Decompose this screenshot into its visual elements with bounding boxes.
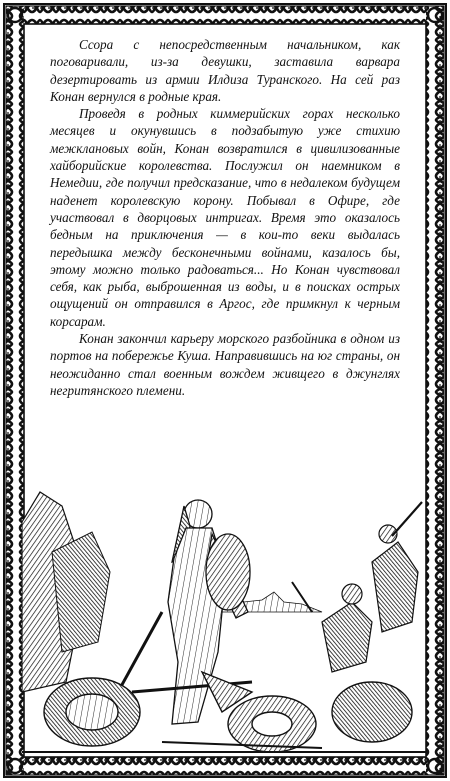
paragraph-2: Проведя в родных киммерийских горах несколько месяцев и окунувшись в подзабытую уже стихию межклановых войн, Конан возвратился в цивилизованные хайборийские королевства. Послужил он наемником в Немедии, где получил предсказание, что в недалеком будущем наденет королевскую корону. Побывал в Офире, где участвовал в дворцовых интригах. Время это оказалось бедным на приключения — в кои-то веки выдалась передышка между бесконечными войнами, казалось бы, этому можно только радоваться... Но Конан чувствовал себя, как рыба, выброшенная из воды, и в поисках острых ощущений он отправился в Аргос, где примкнул к черным корсарам.	[50, 106, 400, 329]
foreground-debris	[22, 672, 428, 752]
paragraph-1: Ссора с непосредственным начальником, как поговаривали, из-за девушки, заставила варвара дезертировать из армии Илдиза Туранского. На сей раз Конан вернулся в родные края.	[50, 37, 400, 104]
right-fighters	[292, 502, 422, 672]
paragraph-3: Конан закончил карьеру морского разбойника в одном из портов на побережье Куша. Направившись на юг страны, он неожиданно стал военным вождем живщего в джунглях негритянского племени.	[50, 331, 400, 398]
battle-scene-illustration	[22, 462, 428, 758]
body-text	[50, 36, 400, 399]
